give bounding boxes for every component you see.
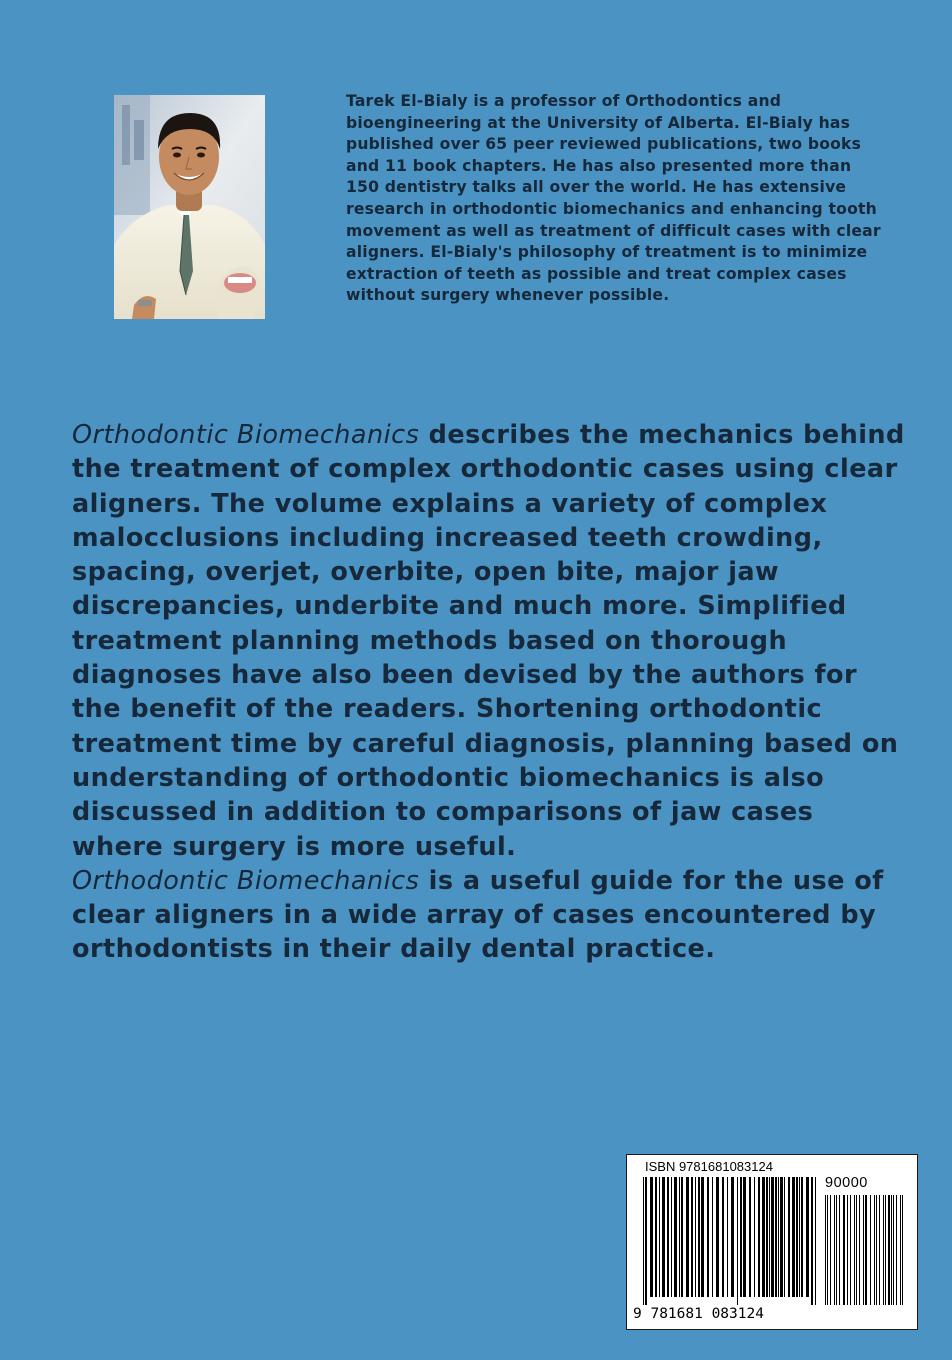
barcode-bar bbox=[865, 1195, 867, 1305]
barcode-bar bbox=[891, 1195, 892, 1305]
barcode-bar bbox=[825, 1195, 826, 1305]
barcode-bar bbox=[830, 1195, 831, 1305]
barcode-bar bbox=[737, 1177, 738, 1305]
barcode-bar bbox=[874, 1195, 875, 1305]
barcode-bar bbox=[778, 1177, 779, 1297]
barcode-bar bbox=[856, 1195, 857, 1305]
barcode-bar bbox=[667, 1177, 669, 1297]
book-description bbox=[72, 418, 912, 967]
barcode-bar bbox=[859, 1195, 860, 1305]
barcode-bar bbox=[701, 1177, 704, 1297]
barcode-bar bbox=[854, 1195, 855, 1305]
barcode-bar bbox=[731, 1177, 734, 1297]
barcode-bar bbox=[645, 1177, 647, 1305]
author-photo bbox=[114, 95, 265, 319]
barcode-bar bbox=[754, 1177, 755, 1297]
book-title-italic: Orthodontic Biomechanics bbox=[72, 865, 420, 896]
barcode-bar bbox=[792, 1177, 795, 1297]
barcode-bar bbox=[679, 1177, 680, 1297]
addon-bars bbox=[823, 1195, 907, 1305]
barcode-bar bbox=[850, 1195, 851, 1305]
barcode-bar bbox=[863, 1195, 864, 1305]
barcode-bar bbox=[771, 1177, 774, 1297]
author-bio: Tarek El-Bialy is a professor of Orthodontics and bioengineering at the University of Alberta. El-Bialy has published over 65 peer reviewed publications, two books and 11 book chapters. He has also presented more than 150 dentistry talks all over the world. He has extensive research in orthodontic biomechanics and enhancing tooth movement as well as treatment of difficult cases with clear aligners. El-Bialy's philosophy of treatment is to minimize extraction of teeth as possible and treat complex cases without surgery whenever possible. bbox=[346, 92, 881, 305]
barcode-bar bbox=[671, 1177, 672, 1297]
barcode-bar bbox=[650, 1177, 653, 1297]
barcode-bar bbox=[834, 1195, 835, 1305]
barcode-bar bbox=[762, 1177, 765, 1297]
description-paragraph-2 bbox=[72, 864, 912, 967]
barcode-bar bbox=[766, 1177, 768, 1297]
author-portrait-image bbox=[114, 95, 265, 319]
isbn-barcode bbox=[626, 1154, 918, 1330]
book-title-italic: Orthodontic Biomechanics bbox=[72, 420, 420, 450]
barcode-bar bbox=[847, 1195, 848, 1305]
barcode-bar bbox=[681, 1177, 683, 1297]
barcode-bar bbox=[643, 1177, 644, 1305]
barcode-bar bbox=[799, 1177, 800, 1297]
barcode-bar bbox=[707, 1177, 709, 1297]
barcode-bar bbox=[843, 1195, 845, 1305]
barcode-bar bbox=[655, 1177, 657, 1297]
barcode-bar bbox=[758, 1177, 760, 1297]
price-code: 90000 bbox=[825, 1175, 868, 1191]
barcode-bar bbox=[749, 1177, 751, 1297]
description-text-2: is a useful guide for the use of clear aligners in a wide array of cases encountered by orthodontists in their daily dental practice. bbox=[72, 865, 884, 965]
barcode-bar bbox=[716, 1177, 719, 1297]
barcode-bar bbox=[876, 1195, 877, 1305]
barcode-bar bbox=[902, 1195, 903, 1305]
isbn-label: ISBN 9781681083124 bbox=[645, 1159, 773, 1174]
barcode-bar bbox=[815, 1177, 816, 1305]
barcode-bar bbox=[674, 1177, 677, 1297]
barcode-bar bbox=[888, 1195, 890, 1305]
barcode-bar bbox=[796, 1177, 798, 1297]
barcode-bar bbox=[775, 1177, 777, 1297]
barcode-bar bbox=[698, 1177, 700, 1297]
barcode-bar bbox=[727, 1177, 728, 1297]
barcode-bar bbox=[883, 1195, 884, 1305]
barcode-bar bbox=[788, 1177, 790, 1297]
barcode-bar bbox=[893, 1195, 894, 1305]
barcode-bar bbox=[896, 1195, 897, 1305]
barcode-bar bbox=[722, 1177, 724, 1297]
ean13-bars bbox=[641, 1177, 821, 1305]
barcode-bar bbox=[780, 1177, 783, 1297]
barcode-bar bbox=[740, 1177, 742, 1297]
barcode-digits: 9 781681 083124 bbox=[633, 1306, 764, 1322]
barcode-bar bbox=[900, 1195, 901, 1305]
barcode-bar bbox=[743, 1177, 746, 1297]
description-text-1: describes the mechanics behind the treatment of complex orthodontic cases using clear aligners. The volume explains a variety of complex malocclusions including increased teeth crowding, spacing, overjet, overbite, open bite, major jaw discrepancies, underbite and much more. Simplified treatment planning methods based on thorough diagnoses have also been devised by the authors for the benefit of the readers. Shortening orthodontic treatment time by careful diagnosis, planning based on understanding of orthodontic biomechanics is also discussed in addition to comparisons of jaw cases where surgery is more useful. bbox=[72, 420, 905, 862]
barcode-bar bbox=[769, 1177, 770, 1297]
barcode-bar bbox=[686, 1177, 689, 1297]
barcode-bar bbox=[839, 1195, 840, 1305]
description-paragraph-1 bbox=[72, 418, 912, 864]
barcode-bar bbox=[885, 1195, 886, 1305]
barcode-bar bbox=[801, 1177, 803, 1297]
barcode-bar bbox=[784, 1177, 785, 1297]
barcode-bar bbox=[827, 1195, 828, 1305]
barcode-bar bbox=[836, 1195, 837, 1305]
barcode-bar bbox=[806, 1177, 809, 1297]
barcode-bar bbox=[811, 1177, 813, 1305]
barcode-bar bbox=[695, 1177, 696, 1297]
barcode-bar bbox=[712, 1177, 713, 1297]
barcode-bar bbox=[662, 1177, 665, 1297]
barcode-bar bbox=[870, 1195, 871, 1305]
barcode-bar bbox=[879, 1195, 880, 1305]
barcode-bar bbox=[691, 1177, 693, 1297]
barcode-bar bbox=[659, 1177, 660, 1297]
